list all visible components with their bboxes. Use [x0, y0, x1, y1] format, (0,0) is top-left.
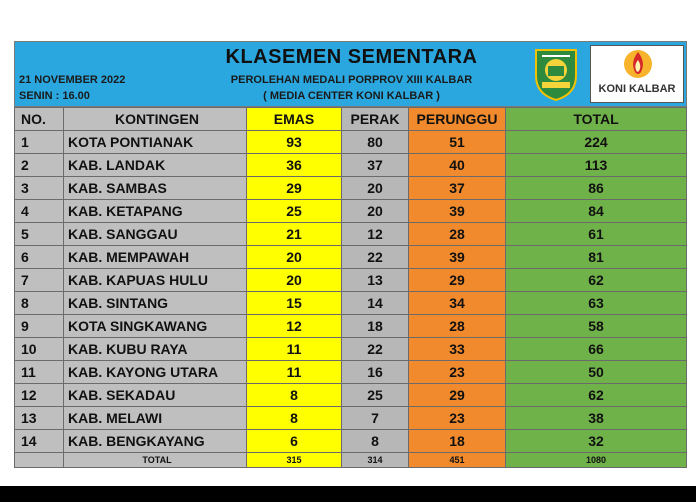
- row-no-cell: 3: [15, 177, 64, 200]
- row-perak-cell: 7: [342, 407, 409, 430]
- row-emas-cell: 36: [247, 154, 342, 177]
- row-no-cell: 6: [15, 246, 64, 269]
- row-perak-cell: 37: [342, 154, 409, 177]
- row-emas-cell: 20: [247, 269, 342, 292]
- row-emas-cell: 8: [247, 384, 342, 407]
- row-perunggu-cell: 29: [409, 384, 506, 407]
- row-perak-cell: 13: [342, 269, 409, 292]
- table-header-row: [15, 108, 687, 131]
- row-total-cell: 62: [506, 269, 687, 292]
- table-row: [15, 430, 687, 453]
- table-row: [15, 361, 687, 384]
- date-label: 21 NOVEMBER 2022: [19, 74, 126, 86]
- totals-no-cell: [15, 453, 64, 468]
- row-kontingen-cell: KAB. SINTANG: [64, 292, 247, 315]
- source-label: ( MEDIA CENTER KONI KALBAR ): [263, 90, 440, 102]
- page-title: KLASEMEN SEMENTARA: [225, 46, 478, 68]
- row-perunggu-cell: 33: [409, 338, 506, 361]
- totals-total: 1080: [506, 453, 687, 468]
- row-perunggu-cell: 37: [409, 177, 506, 200]
- row-no-cell: 9: [15, 315, 64, 338]
- row-total-cell: 62: [506, 384, 687, 407]
- col-kontingen-header: KONTINGEN: [64, 108, 247, 131]
- row-perunggu-cell: 18: [409, 430, 506, 453]
- row-perunggu-cell: 39: [409, 200, 506, 223]
- bottom-bar: [0, 486, 696, 502]
- col-no-header: NO.: [15, 108, 64, 131]
- col-perunggu-header: PERUNGGU: [409, 108, 506, 131]
- row-kontingen-cell: KAB. MEMPAWAH: [64, 246, 247, 269]
- row-perak-cell: 20: [342, 200, 409, 223]
- row-no-cell: 4: [15, 200, 64, 223]
- row-perunggu-cell: 34: [409, 292, 506, 315]
- row-perak-cell: 8: [342, 430, 409, 453]
- table-body: [15, 131, 687, 453]
- row-emas-cell: 20: [247, 246, 342, 269]
- row-kontingen-cell: KAB. LANDAK: [64, 154, 247, 177]
- medal-standings-sheet: [14, 41, 687, 468]
- row-no-cell: 5: [15, 223, 64, 246]
- table-row: [15, 223, 687, 246]
- row-no-cell: 10: [15, 338, 64, 361]
- row-perunggu-cell: 23: [409, 361, 506, 384]
- row-emas-cell: 93: [247, 131, 342, 154]
- row-total-cell: 224: [506, 131, 687, 154]
- table-row: [15, 269, 687, 292]
- subtitle: PEROLEHAN MEDALI PORPROV XIII KALBAR: [230, 74, 473, 86]
- row-emas-cell: 11: [247, 338, 342, 361]
- table-row: [15, 384, 687, 407]
- col-total-header: TOTAL: [506, 108, 687, 131]
- row-emas-cell: 8: [247, 407, 342, 430]
- row-no-cell: 8: [15, 292, 64, 315]
- row-kontingen-cell: KAB. MELAWI: [64, 407, 247, 430]
- row-kontingen-cell: KAB. KUBU RAYA: [64, 338, 247, 361]
- row-kontingen-cell: KAB. KETAPANG: [64, 200, 247, 223]
- row-kontingen-cell: KAB. KAYONG UTARA: [64, 361, 247, 384]
- row-no-cell: 2: [15, 154, 64, 177]
- row-emas-cell: 29: [247, 177, 342, 200]
- row-no-cell: 14: [15, 430, 64, 453]
- row-perak-cell: 16: [342, 361, 409, 384]
- row-kontingen-cell: KAB. BENGKAYANG: [64, 430, 247, 453]
- col-perak-header: PERAK: [342, 108, 409, 131]
- standings-table: [14, 107, 687, 468]
- kalbar-emblem-icon: [528, 46, 584, 102]
- row-no-cell: 11: [15, 361, 64, 384]
- row-total-cell: 61: [506, 223, 687, 246]
- row-no-cell: 1: [15, 131, 64, 154]
- row-total-cell: 113: [506, 154, 687, 177]
- row-total-cell: 63: [506, 292, 687, 315]
- col-emas-header: EMAS: [247, 108, 342, 131]
- row-no-cell: 13: [15, 407, 64, 430]
- row-total-cell: 66: [506, 338, 687, 361]
- table-row: [15, 154, 687, 177]
- row-perunggu-cell: 23: [409, 407, 506, 430]
- row-kontingen-cell: KOTA PONTIANAK: [64, 131, 247, 154]
- table-row: [15, 246, 687, 269]
- row-no-cell: 12: [15, 384, 64, 407]
- row-total-cell: 86: [506, 177, 687, 200]
- koni-kalbar-text: KONI KALBAR: [598, 83, 676, 95]
- table-row: [15, 200, 687, 223]
- row-emas-cell: 25: [247, 200, 342, 223]
- header-banner: [14, 41, 687, 107]
- row-perunggu-cell: 39: [409, 246, 506, 269]
- row-total-cell: 50: [506, 361, 687, 384]
- row-emas-cell: 21: [247, 223, 342, 246]
- totals-label: TOTAL: [64, 453, 247, 468]
- row-kontingen-cell: KAB. SEKADAU: [64, 384, 247, 407]
- row-no-cell: 7: [15, 269, 64, 292]
- row-total-cell: 32: [506, 430, 687, 453]
- table-row: [15, 338, 687, 361]
- row-perak-cell: 12: [342, 223, 409, 246]
- table-row: [15, 292, 687, 315]
- row-perunggu-cell: 51: [409, 131, 506, 154]
- row-kontingen-cell: KAB. KAPUAS HULU: [64, 269, 247, 292]
- row-emas-cell: 6: [247, 430, 342, 453]
- table-row: [15, 315, 687, 338]
- totals-row: [15, 453, 687, 468]
- koni-kalbar-logo: [590, 45, 684, 103]
- row-kontingen-cell: KAB. SAMBAS: [64, 177, 247, 200]
- totals-perunggu: 451: [409, 453, 506, 468]
- row-total-cell: 84: [506, 200, 687, 223]
- row-perunggu-cell: 40: [409, 154, 506, 177]
- row-perak-cell: 80: [342, 131, 409, 154]
- row-perak-cell: 20: [342, 177, 409, 200]
- table-row: [15, 177, 687, 200]
- row-kontingen-cell: KAB. SANGGAU: [64, 223, 247, 246]
- row-emas-cell: 11: [247, 361, 342, 384]
- row-perunggu-cell: 28: [409, 223, 506, 246]
- row-perak-cell: 22: [342, 246, 409, 269]
- row-emas-cell: 12: [247, 315, 342, 338]
- row-kontingen-cell: KOTA SINGKAWANG: [64, 315, 247, 338]
- row-perunggu-cell: 28: [409, 315, 506, 338]
- table-row: [15, 407, 687, 430]
- row-perunggu-cell: 29: [409, 269, 506, 292]
- row-total-cell: 81: [506, 246, 687, 269]
- koni-flame-icon: [591, 46, 685, 84]
- row-total-cell: 58: [506, 315, 687, 338]
- totals-perak: 314: [342, 453, 409, 468]
- totals-emas: 315: [247, 453, 342, 468]
- row-perak-cell: 18: [342, 315, 409, 338]
- row-perak-cell: 14: [342, 292, 409, 315]
- row-perak-cell: 22: [342, 338, 409, 361]
- row-perak-cell: 25: [342, 384, 409, 407]
- row-emas-cell: 15: [247, 292, 342, 315]
- row-total-cell: 38: [506, 407, 687, 430]
- table-row: [15, 131, 687, 154]
- time-label: SENIN : 16.00: [19, 90, 90, 102]
